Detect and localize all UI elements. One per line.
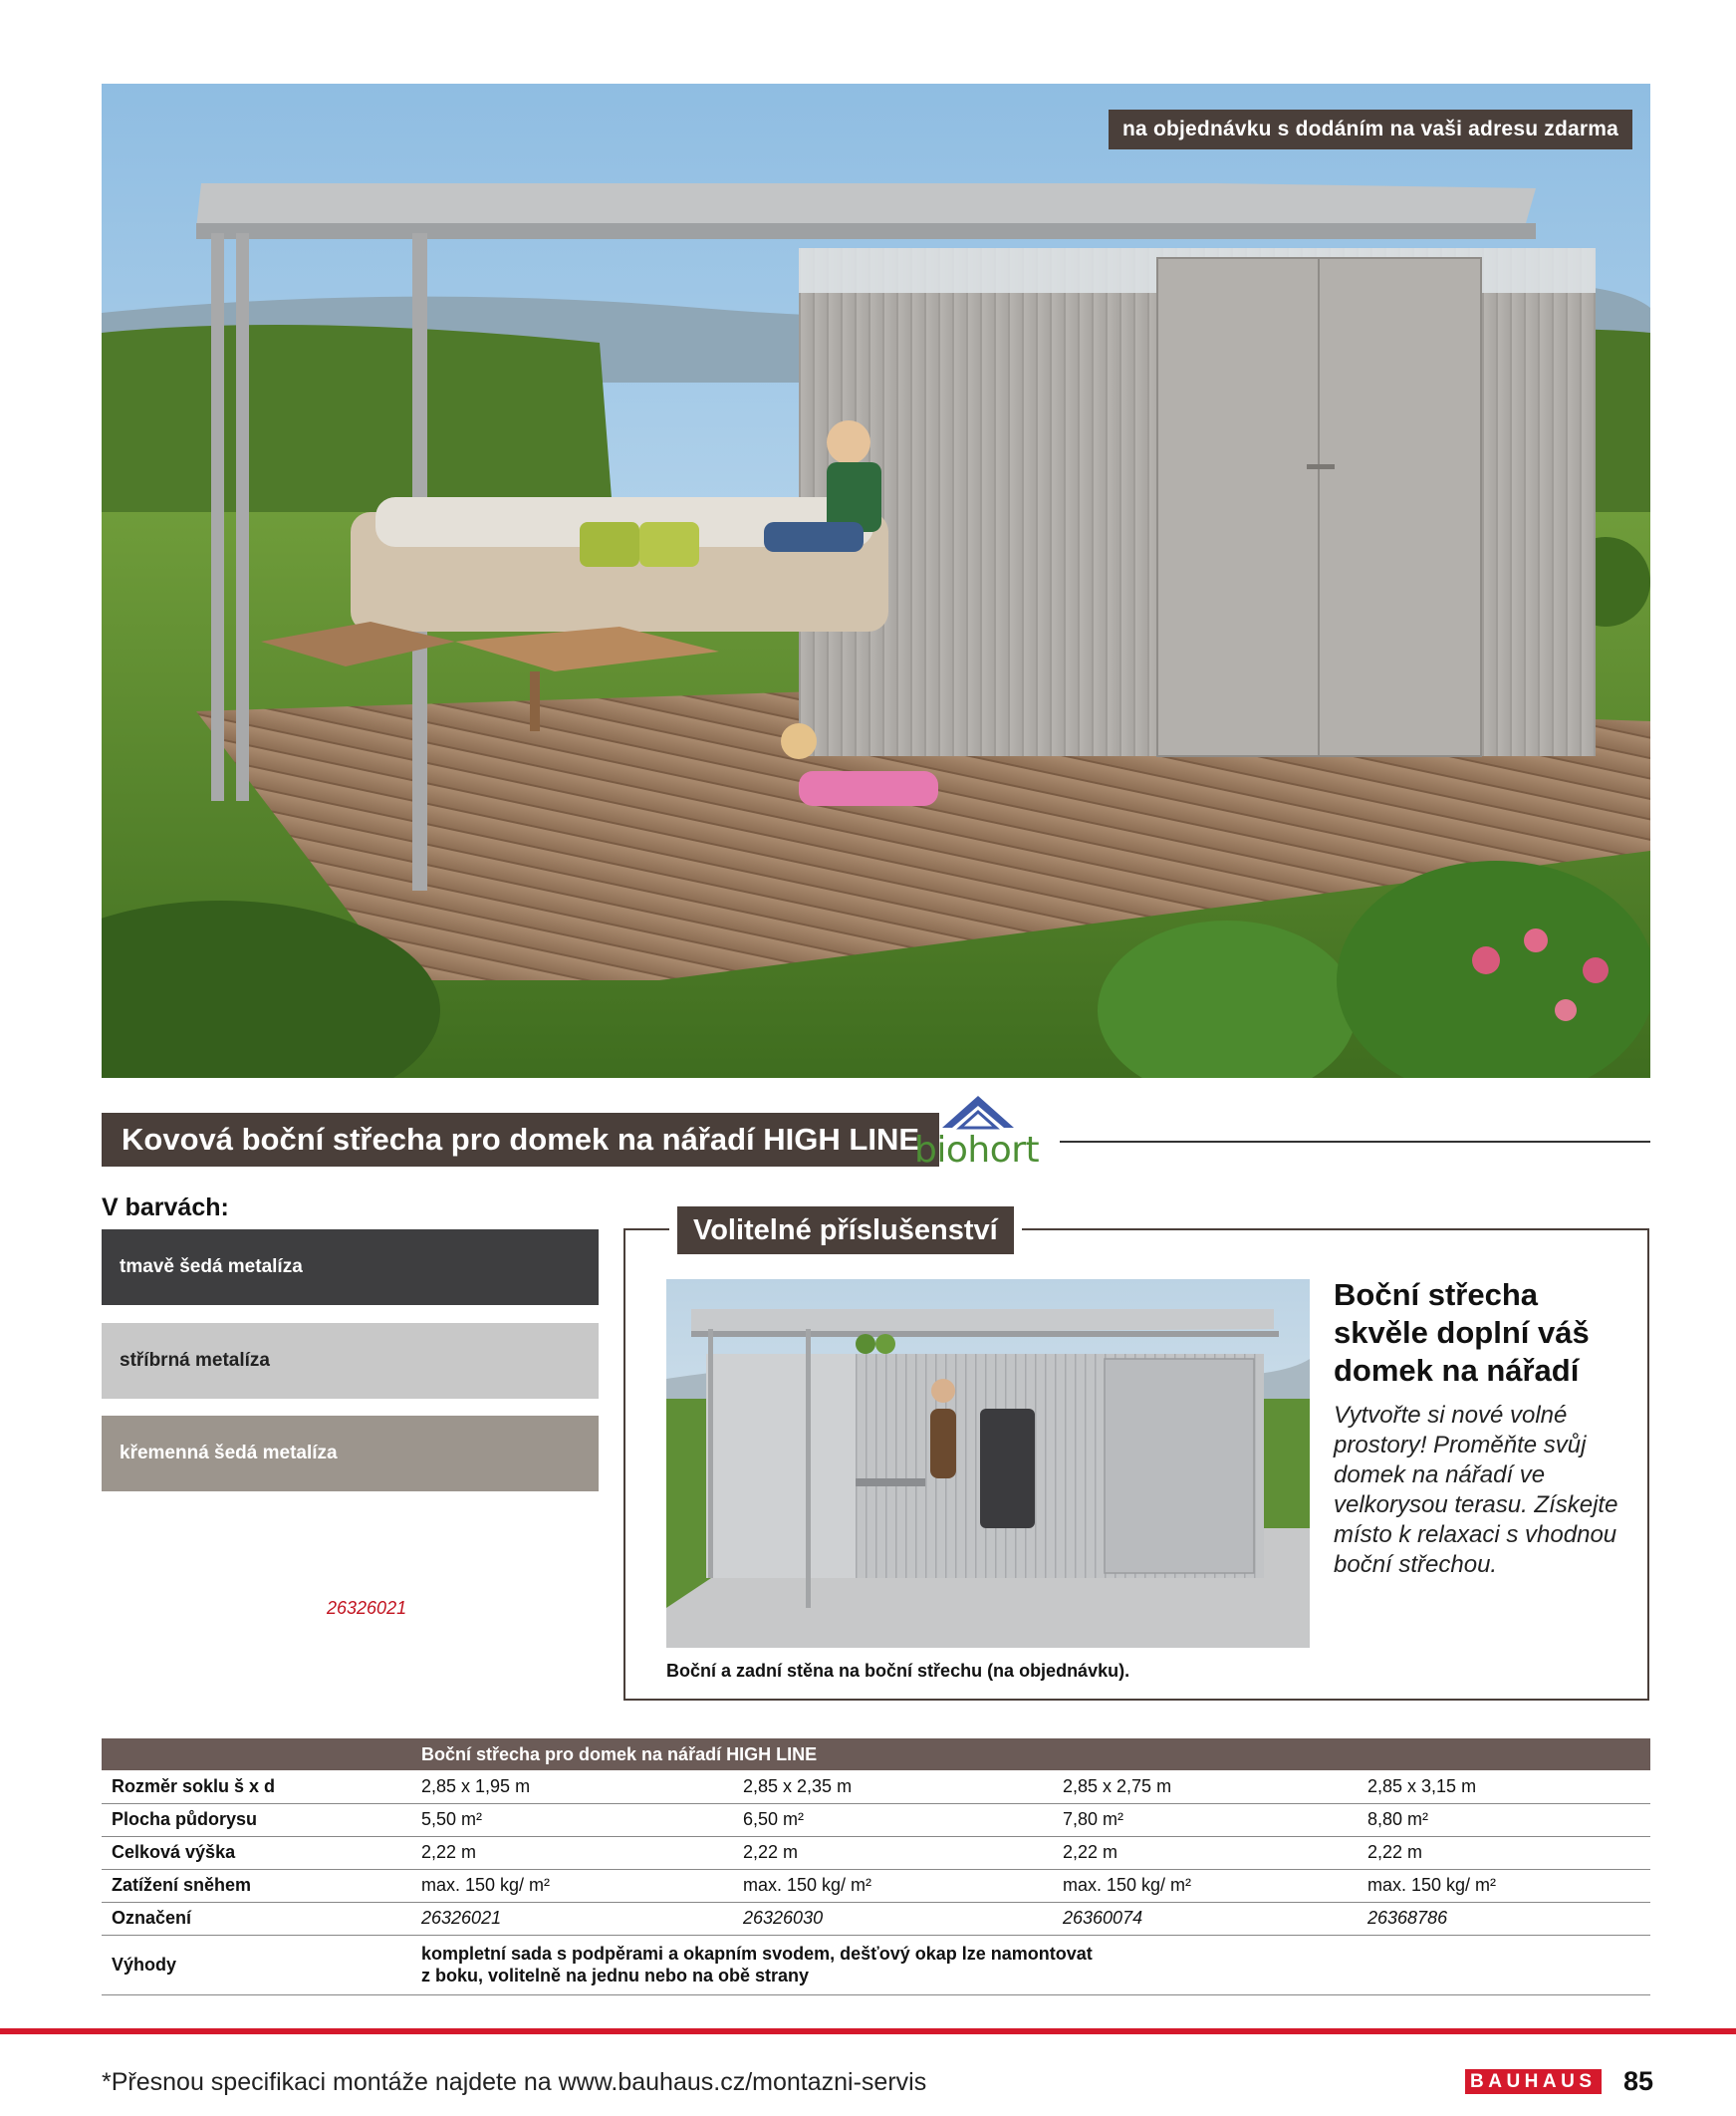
table-header-empty xyxy=(102,1738,411,1770)
table-row xyxy=(102,1836,1650,1869)
table-cell: 26326021 xyxy=(411,1902,733,1935)
page-number: 85 xyxy=(1623,2066,1654,2096)
title-divider xyxy=(1060,1141,1650,1143)
table-cell: 2,85 x 1,95 m xyxy=(411,1770,733,1803)
color-swatch-silver: stříbrná metalíza xyxy=(102,1323,599,1399)
table-header-title: Boční střecha pro domek na nářadí HIGH LINE xyxy=(411,1738,1650,1770)
row-label: Zatížení sněhem xyxy=(102,1869,411,1902)
garden-shed-illustration xyxy=(102,84,1650,1078)
table-cell: 8,80 m² xyxy=(1358,1803,1650,1836)
advantages-line: z boku, volitelně na jednu nebo na obě strany xyxy=(421,1966,810,1985)
color-swatch-dark-grey: tmavě šedá metalíza xyxy=(102,1229,599,1305)
table-cell: 5,50 m² xyxy=(411,1803,733,1836)
accessories-caption: Boční a zadní stěna na boční střechu (na objednávku). xyxy=(666,1661,1130,1681)
product-title: Kovová boční střecha pro domek na nářadí HIGH LINE xyxy=(102,1113,939,1167)
table-cell: 6,50 m² xyxy=(733,1803,1053,1836)
table-cell: 26368786 xyxy=(1358,1902,1650,1935)
accessories-heading: Boční střecha skvěle doplní váš domek na nářadí xyxy=(1334,1277,1590,1388)
article-code: 26326021 xyxy=(327,1598,407,1618)
table-cell: 2,22 m xyxy=(411,1836,733,1869)
table-cell: 2,22 m xyxy=(1053,1836,1358,1869)
table-header-row xyxy=(102,1738,1650,1770)
delivery-badge: na objednávku s dodáním na vaši adresu zdarma xyxy=(1109,110,1632,149)
table-cell: 7,80 m² xyxy=(1053,1803,1358,1836)
spec-table xyxy=(102,1738,1650,1995)
footer-note: *Přesnou specifikaci montáže najdete na www.bauhaus.cz/montazni-servis xyxy=(102,2068,927,2096)
advantages-cell xyxy=(411,1935,1650,1994)
table-row xyxy=(102,1902,1650,1935)
table-cell: max. 150 kg/ m² xyxy=(1053,1869,1358,1902)
table-row xyxy=(102,1770,1650,1803)
table-cell: 26360074 xyxy=(1053,1902,1358,1935)
table-cell: 2,85 x 3,15 m xyxy=(1358,1770,1650,1803)
table-row-advantages xyxy=(102,1935,1650,1994)
row-label: Celková výška xyxy=(102,1836,411,1869)
hero-photo xyxy=(102,84,1650,1078)
accessories-photo xyxy=(666,1279,1310,1648)
row-label: Výhody xyxy=(102,1935,411,1994)
bauhaus-logo: BAUHAUS xyxy=(1465,2069,1602,2094)
table-cell: max. 150 kg/ m² xyxy=(733,1869,1053,1902)
table-cell: 2,22 m xyxy=(733,1836,1053,1869)
table-row xyxy=(102,1869,1650,1902)
table-cell: 2,85 x 2,35 m xyxy=(733,1770,1053,1803)
table-cell: 26326030 xyxy=(733,1902,1053,1935)
colors-heading: V barvách: xyxy=(102,1193,229,1221)
row-label: Rozměr soklu š x d xyxy=(102,1770,411,1803)
table-cell: 2,85 x 2,75 m xyxy=(1053,1770,1358,1803)
footer-divider xyxy=(0,2028,1736,2034)
color-swatch-quartz-grey: křemenná šedá metalíza xyxy=(102,1416,599,1491)
table-cell: max. 150 kg/ m² xyxy=(411,1869,733,1902)
row-label: Označení xyxy=(102,1902,411,1935)
table-row xyxy=(102,1803,1650,1836)
brand-name: biohort xyxy=(914,1130,1040,1171)
accessories-description: Vytvořte si nové volné prostory! Proměňte svůj domek na nářadí ve velkorysou terasu. Získejte místo k relaxaci s vhodnou boční střechou. xyxy=(1334,1402,1618,1578)
table-cell: 2,22 m xyxy=(1358,1836,1650,1869)
advantages-line: kompletní sada s podpěrami a okapním svodem, dešťový okap lze namontovat xyxy=(421,1944,1093,1964)
table-cell: max. 150 kg/ m² xyxy=(1358,1869,1650,1902)
row-label: Plocha půdorysu xyxy=(102,1803,411,1836)
accessories-label: Volitelné příslušenství xyxy=(669,1206,1022,1254)
side-wall-illustration xyxy=(666,1279,1310,1648)
